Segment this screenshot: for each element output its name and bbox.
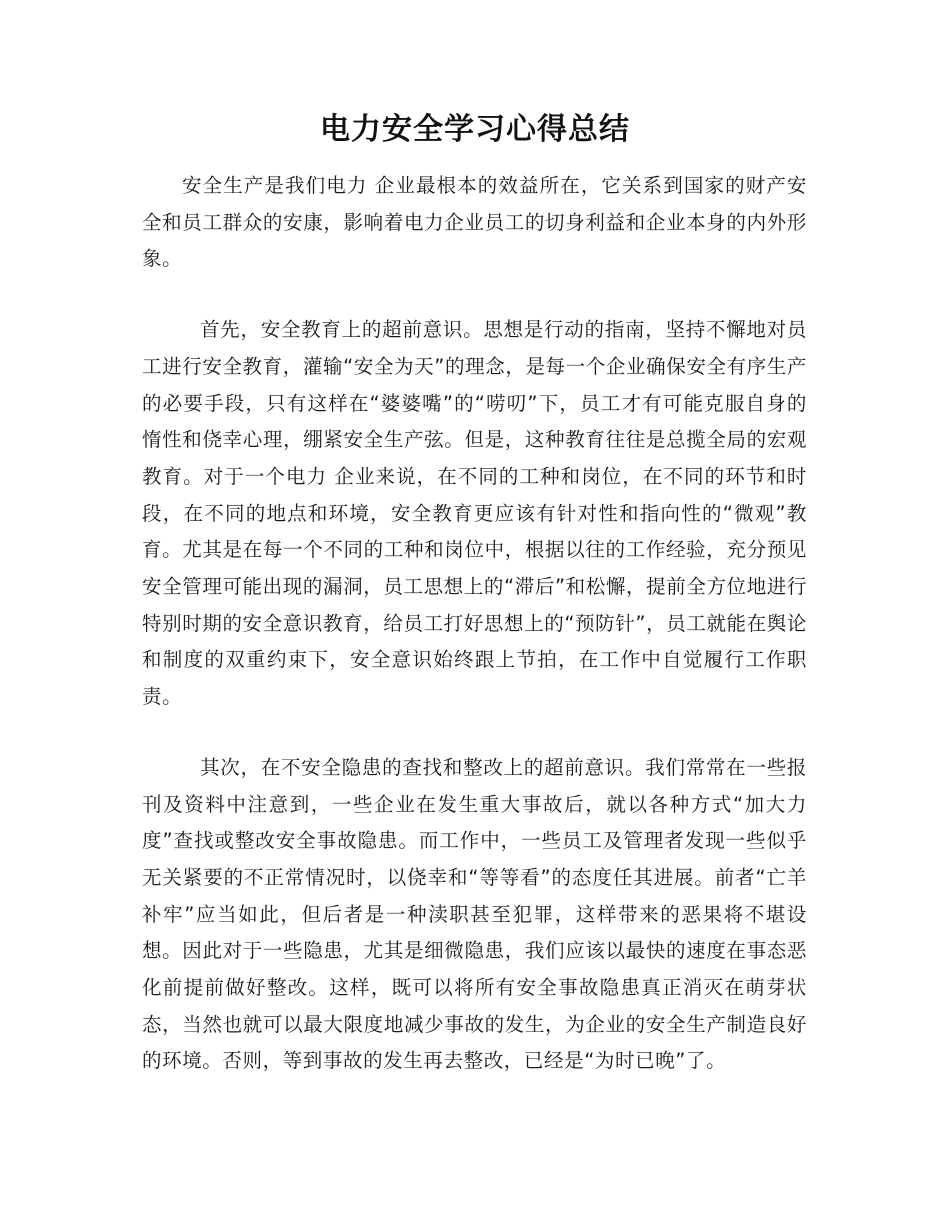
document-body — [142, 168, 807, 1080]
paragraph-first-point: 首先，安全教育上的超前意识。思想是行动的指南，坚持不懈地对员工进行安全教育，灌输“安全为天”的理念，是每一个企业确保安全有序生产的必要手段，只有这样在“婆婆嘴”的“唠叨”下，员工才有可能克服自身的惰性和侥幸心理，绷紧安全生产弦。但是，这种教育往往是总揽全局的宏观教育。对于一个电力 企业来说，在不同的工种和岗位，在不同的环节和时段，在不同的地点和环境，安全教育更应该有针对性和指向性的“微观”教育。尤其是在每一个不同的工种和岗位中，根据以往的工作经验，充分预见安全管理可能出现的漏洞，员工思想上的“滞后”和松懈，提前全方位地进行特别时期的安全意识教育，给员工打好思想上的“预防针”，员工就能在舆论和制度的双重约束下，安全意识始终跟上节拍，在工作中自觉履行工作职责。 — [142, 318, 807, 709]
paragraph-intro: 安全生产是我们电力 企业最根本的效益所在，它关系到国家的财产安全和员工群众的安康，影响着电力企业员工的切身利益和企业本身的内外形象。 — [142, 174, 807, 271]
document-title: 电力安全学习心得总结 — [320, 112, 630, 147]
paragraph-second-point: 其次，在不安全隐患的查找和整改上的超前意识。我们常常在一些报刊及资料中注意到，一些企业在发生重大事故后，就以各种方式“加大力度”查找或整改安全事故隐患。而工作中，一些员工及管理者发现一些似乎无关紧要的不正常情况时，以侥幸和“等等看”的态度任其进展。前者“亡羊补牢”应当如此，但后者是一种渎职甚至犯罪，这样带来的恶果将不堪设想。因此对于一些隐患，尤其是细微隐患，我们应该以最快的速度在事态恶化前提前做好整改。这样，既可以将所有安全事故隐患真正消灭在萌芽状态，当然也就可以最大限度地减少事故的发生，为企业的安全生产制造良好的环境。否则，等到事故的发生再去整改，已经是“为时已晚”了。 — [142, 755, 807, 1073]
